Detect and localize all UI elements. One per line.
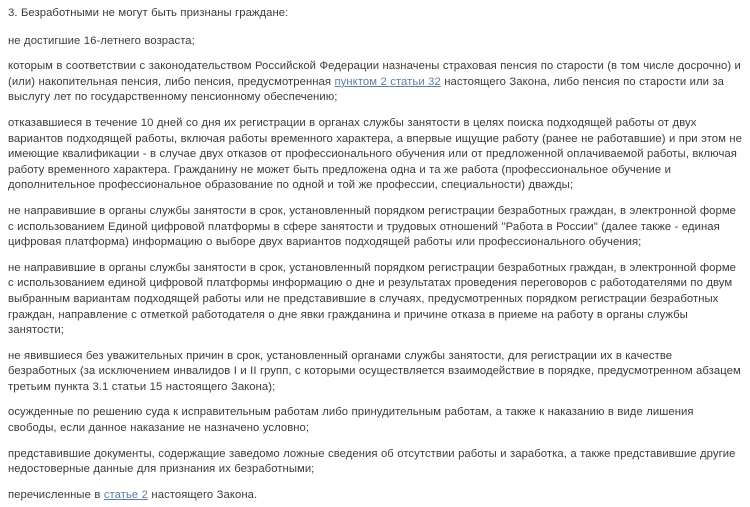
list-item-no-info-negotiations: не направившие в органы службы занятости в срок, установленный порядком регистрации безработных граждан, в электронной форме с использованием единой цифровой платформы информацию о дне и результатах проведения переговоров с работодателями по двум выбранным вариантам подходящей работы или не представившие в случаях, предусмотренных порядком регистрации безработных граждан, направление с отметкой работодателя о дне явки гражданина и причине отказа в приеме на работу в органы службы занятости; [8, 261, 737, 337]
link-statya-2[interactable]: статье 2 [103, 488, 149, 501]
list-item-listed-article-2 [8, 488, 742, 504]
clause-heading: 3. Безработными не могут быть признаны граждане: [8, 7, 289, 19]
list-item-pension-text-after-link: настоящего Закона, либо пенсия по старости или за выслугу лет по государственному пенсионному обеспечению; [8, 75, 725, 104]
list-item-no-info-platform-choice: не направившие в органы службы занятости в срок, установленный порядком регистрации безработных граждан, в электронной форме с использованием Единой цифровой платформы в сфере занятости и трудовых отношений "Работа в России" (далее также - единая цифровая платформа) информацию о выборе двух вариантов подходящей работы или профессионального обучения; [8, 204, 737, 249]
list-item-pension [8, 59, 742, 106]
list-item-refusal-two-options: отказавшиеся в течение 10 дней со дня их регистрации в органах службы занятости в целях поиска подходящей работы от двух вариантов подходящей работы, включая работы временного характера, а впервые ищущие работу (ранее не работавшие) и при этом не имеющие квалификации - в случае двух отказов от профессионального обучения или от предложенной оплачиваемой работы, включая работу временного характера. Гражданину не может быть предложена одна и та же работа (профессиональное обучение и дополнительное профессиональное образование по одной и той же профессии, специальности) дважды; [8, 116, 742, 192]
list-item-under-16: не достигшие 16-летнего возраста; [8, 34, 195, 47]
list-item-false-documents: представившие документы, содержащие заведомо ложные сведения об отсутствии работы и заработка, а также представившие другие недостоверные данные для признания их безработными; [8, 447, 736, 476]
list-item-listed-text-before-link: перечисленные в [8, 488, 104, 501]
list-item-listed-text-after-link: настоящего Закона. [148, 488, 258, 501]
list-item-pension-text-before-link: которым в соответствии с законодательством Российской Федерации назначены страховая пенсия по старости (в том числе досрочно) и (или) накопительная пенсия, либо пенсия, предусмотренная [8, 60, 741, 88]
link-punkt-2-stati-32[interactable]: пунктом 2 статьи 32 [334, 75, 441, 88]
list-item-no-show: не явившиеся без уважительных причин в срок, установленный органами службы занятости, для регистрации их в качестве безработных (за исключением инвалидов I и II групп, с которыми осуществляется взаимодействие в порядке, предусмотренном абзацем третьим пункта 3.1 статьи 15 настоящего Закона); [8, 349, 741, 393]
list-item-convicted: осужденные по решению суда к исправительным работам либо принудительным работам, а также к наказанию в виде лишения свободы, если данное наказание не назначено условно; [8, 406, 694, 435]
